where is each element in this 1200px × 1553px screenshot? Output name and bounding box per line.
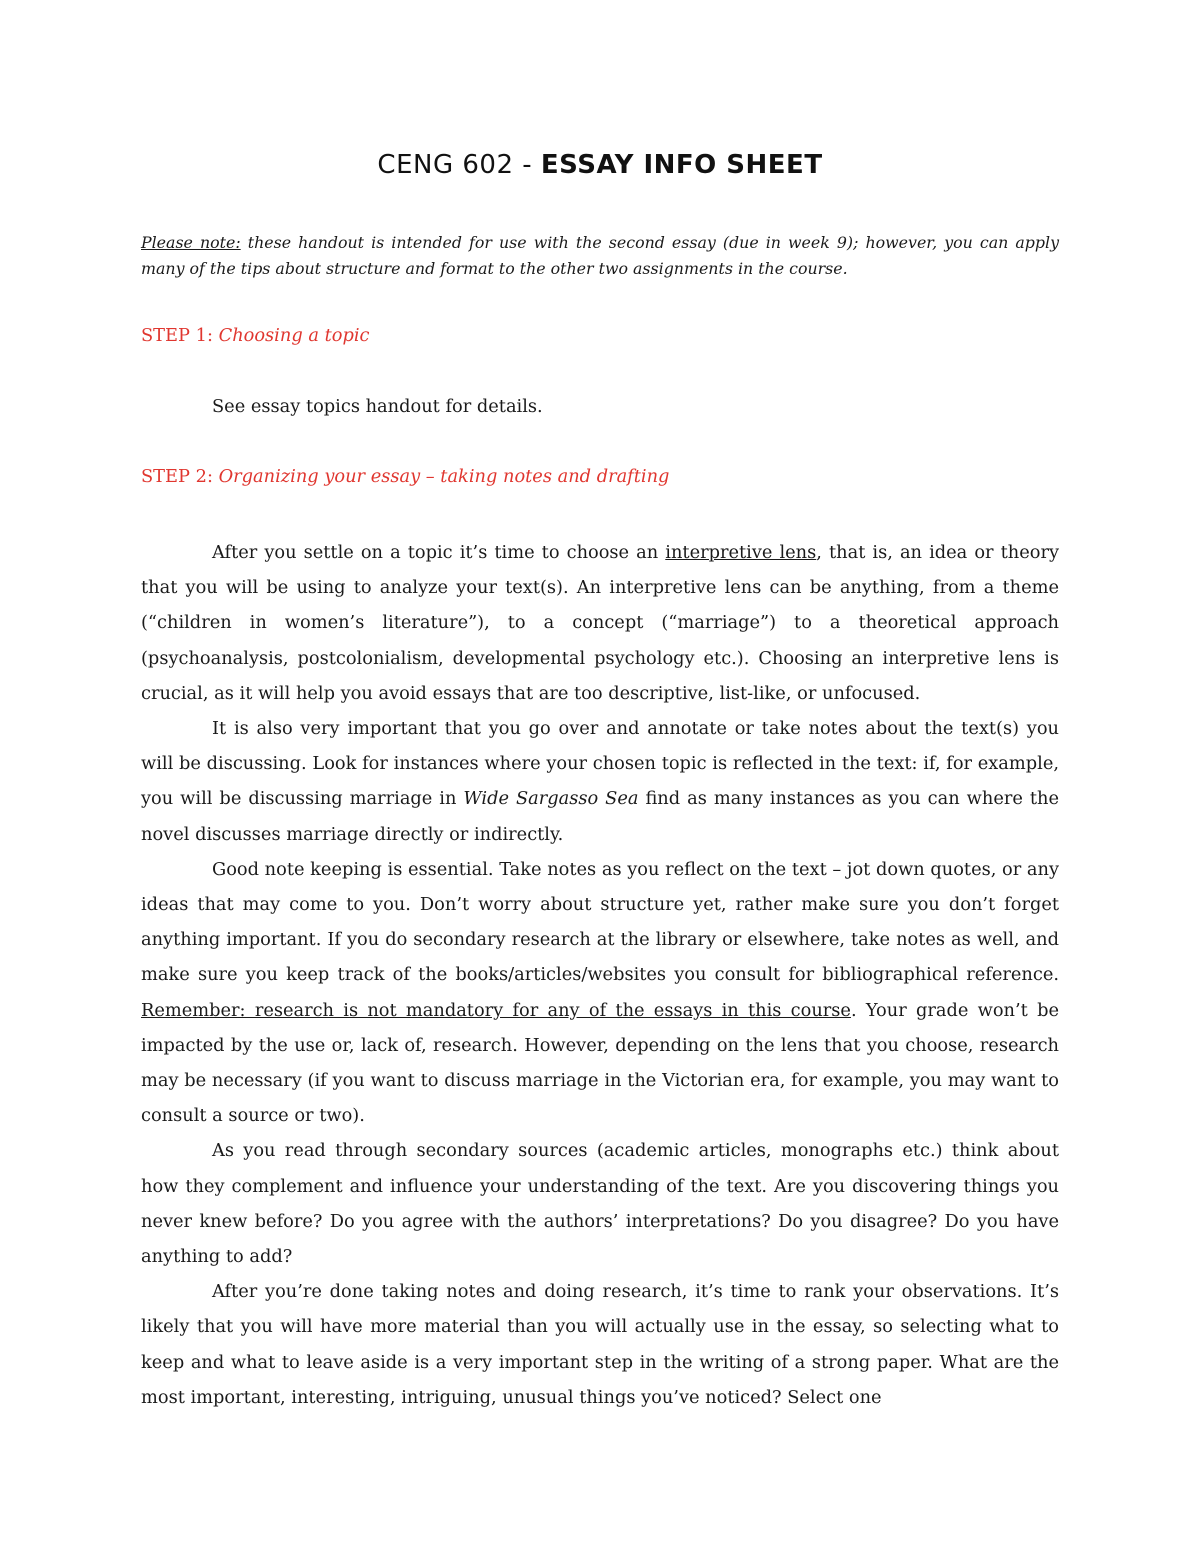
step2-heading: [141, 466, 669, 487]
paragraph-4: As you read through secondary sources (academic articles, monographs etc.) think about how they complement and influence your understanding of the text. Are you discovering things you never knew before? Do you agree with the authors’ interpretations? Do you disagree? Do you have anything to add?: [141, 1140, 1059, 1268]
course-code: CENG 602 -: [377, 150, 541, 180]
step1-title: Choosing a topic: [218, 325, 370, 346]
paragraph-3-text-b: . Your grade won’t be impacted by the use or, lack of, research. However, depending on the lens that you choose, research may be necessary (if you want to discuss marriage in the Victorian era, for example, you may want to consult a source or two).: [141, 999, 1059, 1127]
step1-text: See essay topics handout for details.: [212, 396, 543, 417]
paragraph-5: After you’re done taking notes and doing research, it’s time to rank your observations. It’s likely that you will have more material than you will actually use in the essay, so selecting what to keep and what to leave aside is a very important step in the writing of a strong paper. What are the most important, interesting, intriguing, unusual things you’ve noticed? Select one: [141, 1281, 1059, 1408]
paragraph-1-text-a: After you settle on a topic it’s time to choose an: [212, 542, 666, 563]
paragraph-2-text-b: find as many instances as you can where the novel discusses marriage directly or indirectly.: [141, 788, 1059, 845]
step2-title: Organizing your essay – taking notes and drafting: [218, 466, 670, 487]
paragraph-3: [141, 852, 1059, 1134]
paragraph-3-text-a: Good note keeping is essential. Take notes as you reflect on the text – jot down quotes, or any ideas that may come to you. Don’t worry about structure yet, rather make sure you don’t forget anything important. If you do secondary research at the library or elsewhere, take notes as well, and make sure you keep track of the books/articles/websites you consult for bibliographical reference.: [141, 858, 1059, 986]
interpretive-lens-term: interpretive lens: [665, 542, 817, 563]
note-text: these handout is intended for use with the second essay (due in week 9); however, you can apply many of the tips about structure and format to the other two assignments in the course.: [141, 233, 1059, 278]
body-text: [141, 535, 1059, 1415]
sheet-title: ESSAY INFO SHEET: [540, 150, 823, 180]
note-label: Please note:: [141, 233, 241, 252]
paragraph-1-text-b: , that is, an idea or theory that you will be using to analyze your text(s). An interpretive lens can be anything, from a theme (“children in women’s literature”), to a concept (“marriage”) to a theoretical approach (psychoanalysis, postcolonialism, developmental psychology etc.). Choosing an interpretive lens is crucial, as it will help you avoid essays that are too descriptive, list-like, or unfocused.: [141, 542, 1059, 704]
paragraph-1: [141, 535, 1059, 711]
step1-heading: [141, 325, 370, 346]
research-reminder: Remember: research is not mandatory for any of the essays in this course: [141, 999, 851, 1021]
step2-label: STEP 2:: [141, 466, 219, 487]
paragraph-2-text-a: It is also very important that you go over and annotate or take notes about the text(s) you will be discussing. Look for instances where your chosen topic is reflected in the text: if, for example, you will be discussing marriage in: [141, 718, 1059, 810]
book-title: Wide Sargasso Sea: [463, 788, 639, 810]
step1-label: STEP 1:: [141, 325, 219, 346]
page-title: [0, 150, 1200, 180]
note-paragraph: [141, 230, 1059, 282]
paragraph-2: [141, 711, 1059, 852]
